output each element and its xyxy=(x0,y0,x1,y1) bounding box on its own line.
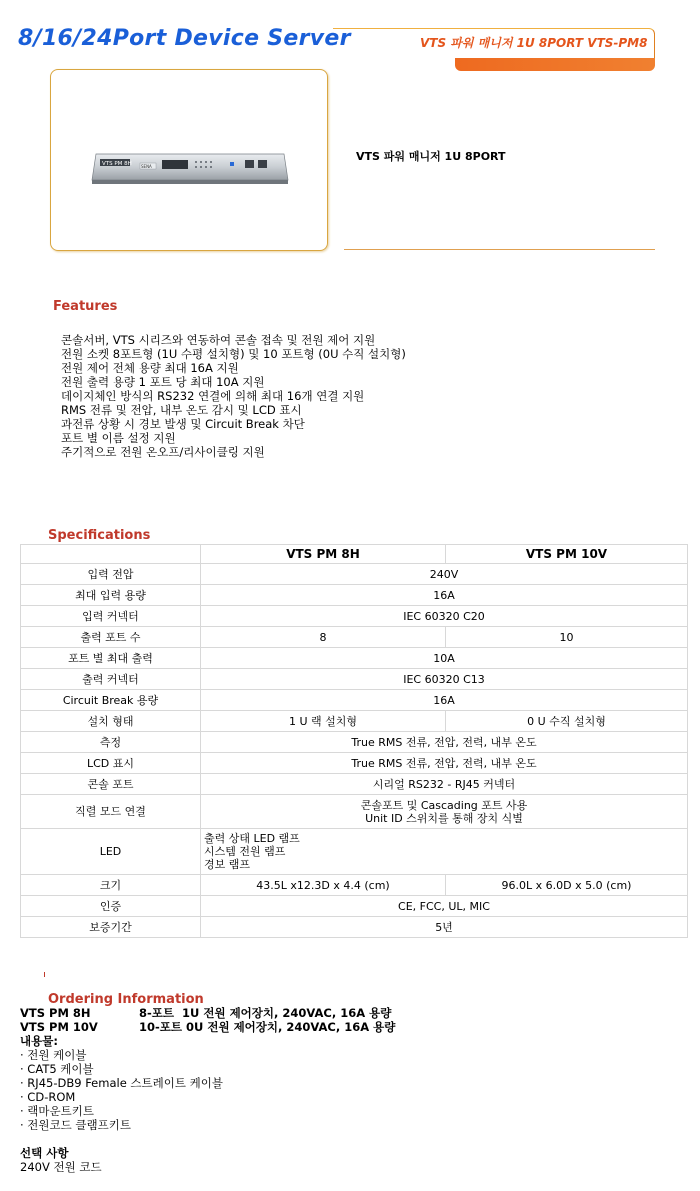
options-item: 240V 전원 코드 xyxy=(20,1160,102,1174)
order-model-row xyxy=(20,1020,395,1034)
specifications-table xyxy=(20,544,688,938)
contents-item: · CAT5 케이블 xyxy=(20,1062,94,1076)
spec-label: Circuit Break 용량 xyxy=(21,690,201,711)
table-row xyxy=(21,917,688,938)
feature-item: 주기적으로 전원 온오프/리사이클링 지원 xyxy=(61,445,265,459)
spec-label: 입력 전압 xyxy=(21,564,201,585)
contents-item: · 전원 케이블 xyxy=(20,1048,87,1062)
feature-item: 포트 별 이름 설정 지원 xyxy=(61,431,176,445)
spec-label: 설치 형태 xyxy=(21,711,201,732)
spec-value: CE, FCC, UL, MIC xyxy=(201,896,688,917)
specifications-title: Specifications xyxy=(48,528,151,543)
spec-label: LCD 표시 xyxy=(21,753,201,774)
product-tag-bar xyxy=(455,58,655,71)
table-header-cell: VTS PM 10V xyxy=(446,545,688,564)
features-list xyxy=(61,333,406,459)
table-row xyxy=(21,669,688,690)
order-description: 10-포트 0U 전원 제어장치, 240VAC, 16A 용량 xyxy=(139,1020,396,1034)
contents-item: · 랙마운트키트 xyxy=(20,1104,94,1118)
spec-value: 16A xyxy=(201,690,688,711)
order-model: VTS PM 8H xyxy=(20,1006,91,1020)
spec-label: 포트 별 최대 출력 xyxy=(21,648,201,669)
spec-label: 측정 xyxy=(21,732,201,753)
divider xyxy=(344,249,655,250)
feature-item: 전원 출력 용량 1 포트 당 최대 10A 지원 xyxy=(61,375,265,389)
features-title: Features xyxy=(53,299,118,314)
spec-value-line: Unit ID 스위치를 통해 장치 식별 xyxy=(365,811,523,825)
table-row xyxy=(21,753,688,774)
spec-value-line: 경보 램프 xyxy=(204,858,251,871)
spec-value-10v: 0 U 수직 설치형 xyxy=(446,711,688,732)
spec-label: 출력 포트 수 xyxy=(21,627,201,648)
table-row xyxy=(21,732,688,753)
contents-item: · CD-ROM xyxy=(20,1090,76,1104)
product-name: VTS 파워 매니저 1U 8PORT xyxy=(356,150,506,163)
table-row xyxy=(21,690,688,711)
device-brand: SENA xyxy=(141,164,152,169)
spec-label: 입력 커넥터 xyxy=(21,606,201,627)
contents-title: 내용물: xyxy=(20,1034,58,1048)
spec-label: 인증 xyxy=(21,896,201,917)
spec-value: 시리얼 RS232 - RJ45 커넥터 xyxy=(201,774,688,795)
spec-value-line: 출력 상태 LED 램프 xyxy=(204,832,300,845)
spec-value: IEC 60320 C20 xyxy=(201,606,688,627)
feature-item: 콘솔서버, VTS 시리즈와 연동하여 콘솔 접속 및 전원 제어 지원 xyxy=(61,333,376,347)
table-header-row xyxy=(21,545,688,564)
spec-value xyxy=(201,795,688,829)
spec-label: LED xyxy=(21,829,201,875)
spec-label: 직렬 모드 연결 xyxy=(21,795,201,829)
ordering-title: Ordering Information xyxy=(48,992,204,1007)
table-row xyxy=(21,875,688,896)
table-row xyxy=(21,606,688,627)
table-row xyxy=(21,829,688,875)
order-model: VTS PM 10V xyxy=(20,1020,98,1034)
spec-value: 16A xyxy=(201,585,688,606)
spec-value-8h: 8 xyxy=(201,627,446,648)
product-tag: VTS 파워 매니저 1U 8PORT VTS-PM8 xyxy=(420,36,648,50)
table-header-cell: VTS PM 8H xyxy=(201,545,446,564)
table-row xyxy=(21,774,688,795)
feature-item: 데이지체인 방식의 RS232 연결에 의해 최대 16개 연결 지원 xyxy=(61,389,365,403)
table-header-cell xyxy=(21,545,201,564)
spec-label: 최대 입력 용량 xyxy=(21,585,201,606)
spec-value: 240V xyxy=(201,564,688,585)
feature-item: 전원 소켓 8포트형 (1U 수평 설치형) 및 10 포트형 (0U 수직 설치형) xyxy=(61,347,406,361)
spec-value-10v: 10 xyxy=(446,627,688,648)
table-row xyxy=(21,648,688,669)
spec-label: 콘솔 포트 xyxy=(21,774,201,795)
options-title: 선택 사항 xyxy=(20,1146,69,1160)
feature-item: 전원 제어 전체 용량 최대 16A 지원 xyxy=(61,361,239,375)
table-row xyxy=(21,896,688,917)
spec-label: 출력 커넥터 xyxy=(21,669,201,690)
spec-value: True RMS 전류, 전압, 전력, 내부 온도 xyxy=(201,753,688,774)
feature-item: RMS 전류 및 전압, 내부 온도 감시 및 LCD 표시 xyxy=(61,403,302,417)
page-title: 8/16/24Port Device Server xyxy=(18,26,351,51)
spec-label: 크기 xyxy=(21,875,201,896)
table-row xyxy=(21,711,688,732)
section-marker xyxy=(44,972,45,977)
table-row xyxy=(21,585,688,606)
spec-value-line: 시스템 전원 램프 xyxy=(204,845,286,858)
spec-value xyxy=(201,829,688,875)
spec-value-8h: 43.5L x12.3D x 4.4 (cm) xyxy=(201,875,446,896)
order-description: 8-포트 1U 전원 제어장치, 240VAC, 16A 용량 xyxy=(139,1006,392,1020)
contents-item: · 전원코드 클램프키트 xyxy=(20,1118,131,1132)
spec-value-10v: 96.0L x 6.0D x 5.0 (cm) xyxy=(446,875,688,896)
order-model-row xyxy=(20,1006,395,1020)
contents-item: · RJ45-DB9 Female 스트레이트 케이블 xyxy=(20,1076,223,1090)
spec-value: True RMS 전류, 전압, 전력, 내부 온도 xyxy=(201,732,688,753)
table-row xyxy=(21,627,688,648)
ordering-info xyxy=(20,1006,395,1174)
table-row xyxy=(21,564,688,585)
spec-value-line: 콘솔포트 및 Cascading 포트 사용 xyxy=(360,798,528,812)
feature-item: 과전류 상황 시 경보 발생 및 Circuit Break 차단 xyxy=(61,417,305,431)
spec-value: 5년 xyxy=(201,917,688,938)
spec-value: 10A xyxy=(201,648,688,669)
spec-value-8h: 1 U 랙 설치형 xyxy=(201,711,446,732)
spec-value: IEC 60320 C13 xyxy=(201,669,688,690)
spec-label: 보증기간 xyxy=(21,917,201,938)
product-device-image xyxy=(90,150,290,186)
table-row xyxy=(21,795,688,829)
device-label: VTS PM 8H xyxy=(102,161,132,167)
